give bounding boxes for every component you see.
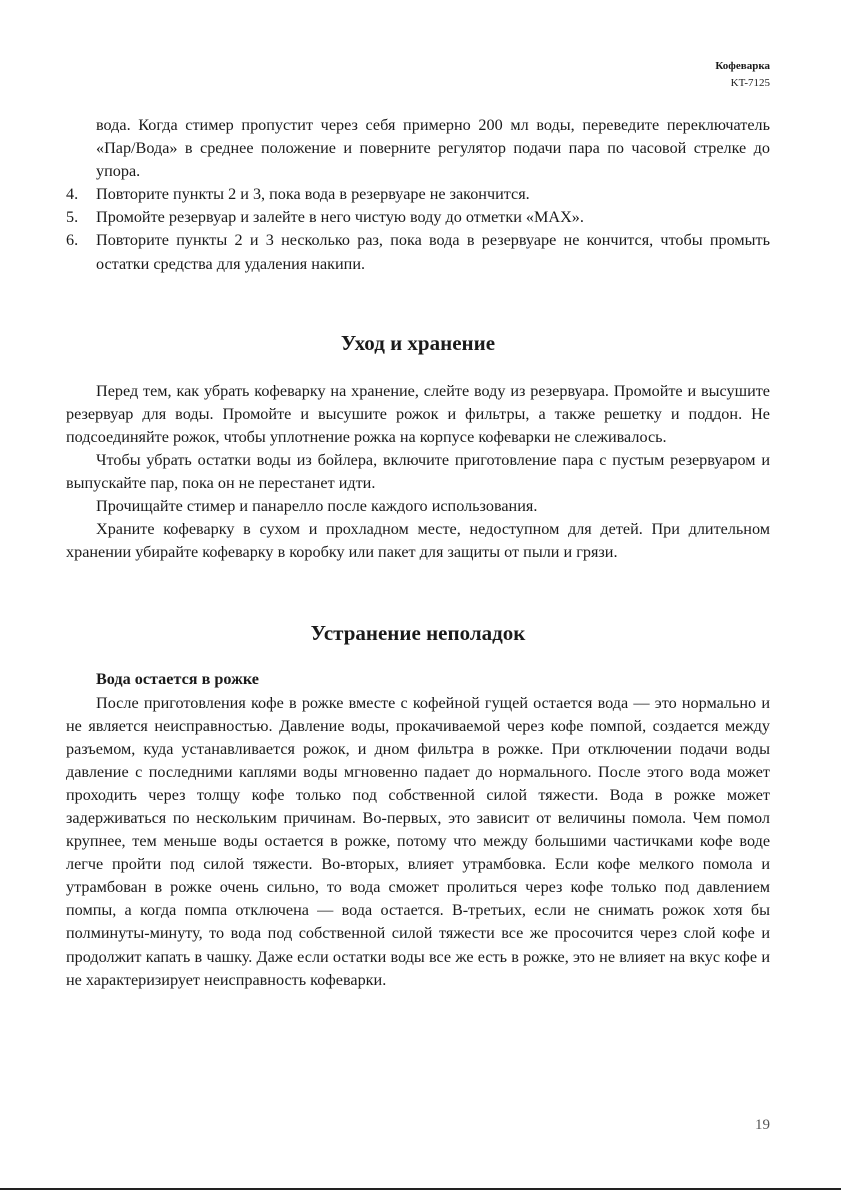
troubleshooting-paragraph: После приготовления кофе в рожке вместе с кофейной гущей остается вода — это нормально и не является неисправностью. Давление воды, прокачиваемой через кофе помпой, создается между разъемом, куда устанавливается рожок, и дном фильтра в рожке. При отключении подачи воды давление с последними каплями воды мгновенно падает до нормального. После этого вода может проходить через толщу кофе только под собственной силой тяжести. Вода в рожке может задерживаться по нескольким причинам. Во-первых, это зависит от величины помола. Чем помол крупнее, тем меньше воды остается в рожке, потому что между большими частичками кофе воде легче пройти под силой тяжести. Во-вторых, влияет утрамбовка. Если кофе мелкого помола и утрамбован в рожке очень сильно, то вода сможет пролиться через кофе только под давлением помпы, а когда помпа отключена — вода остается. В-третьих, если не снимать рожок хотя бы полминуты-минуту, то вода под собственной силой тяжести все же просочится через слой кофе и продолжит капать в чашку. Даже если остатки воды все же есть в рожке, это не влияет на вкус кофе и не характеризирует неисправность кофеварки. — [66, 693, 770, 989]
page-header — [715, 58, 770, 92]
list-item — [66, 229, 770, 275]
step-text: Промойте резервуар и залейте в него чистую воду до отметки «MAX». — [96, 208, 584, 227]
bottom-rule — [0, 1188, 841, 1190]
step-number: 4. — [66, 185, 79, 204]
page-number: 19 — [755, 1117, 770, 1133]
list-item — [66, 206, 770, 229]
continuation-paragraph: вода. Когда стимер пропустит через себя примерно 200 мл воды, переведите переключатель «Пар/Вода» в среднее положение и поверните регулятор подачи пара по часовой стрелке до упора. — [96, 116, 770, 181]
header-product: Кофеварка — [715, 60, 770, 72]
care-paragraph: Перед тем, как убрать кофеварку на хранение, слейте воду из резервуара. Промойте и высушите резервуар для воды. Промойте и высушите рожок и фильтры, а также решетку и поддон. Не подсоединяйте рожок, чтобы уплотнение рожка на корпусе кофеварки не слеживалось. — [66, 381, 770, 446]
troubleshooting-heading: Устранение неполадок — [310, 621, 526, 646]
care-paragraph: Храните кофеварку в сухом и прохладном месте, недоступном для детей. При длительном хранении убирайте кофеварку в коробку или пакет для защиты от пыли и грязи. — [66, 520, 770, 562]
step-number: 5. — [66, 208, 79, 227]
step-text: Повторите пункты 2 и 3, пока вода в резервуаре не закончится. — [96, 185, 530, 204]
header-model: KT-7125 — [730, 77, 770, 89]
list-item — [66, 183, 770, 206]
troubleshooting-subheading: Вода остается в рожке — [96, 670, 259, 689]
care-paragraph: Прочищайте стимер и панарелло после каждого использования. — [96, 497, 538, 516]
steps-list — [66, 183, 770, 275]
step-number: 6. — [66, 231, 79, 250]
care-heading: Уход и хранение — [340, 330, 496, 355]
care-paragraph: Чтобы убрать остатки воды из бойлера, включите приготовление пара с пустым резервуаром и выпускайте пар, пока он не перестанет идти. — [66, 450, 770, 493]
step-text: Повторите пункты 2 и 3 несколько раз, пока вода в резервуаре не кончится, чтобы промыть остатки средства для удаления накипи. — [96, 231, 770, 273]
page-content — [66, 114, 770, 992]
